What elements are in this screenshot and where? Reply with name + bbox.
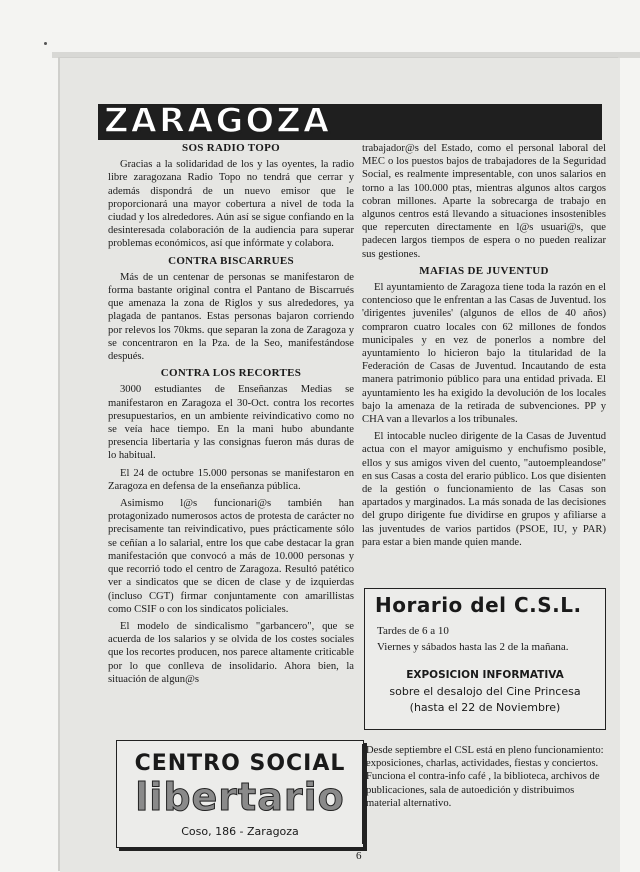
heading-contra-biscarrues: CONTRA BISCARRUES	[168, 254, 294, 267]
csl-address: Coso, 186 - Zaragoza	[181, 825, 299, 838]
divider	[362, 744, 363, 844]
heading-contra-los-recortes: CONTRA LOS RECORTES	[160, 367, 302, 380]
page-number: 6	[356, 850, 362, 862]
paragraph: El modelo de sindicalismo "garbancero", que se acuerda de los salarios y se olvida de los costes sociales que los recortes producen, nos parece altamente criticable por lo que conlleva de insolidario. Ahora bien, la situación de algun@s	[108, 620, 354, 685]
right-column	[362, 142, 606, 553]
csl-title: CENTRO SOCIAL	[134, 751, 346, 776]
paragraph: Gracias a la solidaridad de los y las oyentes, la radio libre zaragozana Radio Topo no tendrá que cerrar y además dispondrá de un nuevo emisor que le proporcionará una mayor cobertura a nivel de toda la ciudad y los alrededores. Aún así se sigue confiando en la desinteresada colaboración de la audiencia para superar problemas económicos, así que infórmate y colabora.	[108, 159, 354, 250]
horario-title: Horario del C.S.L.	[375, 593, 582, 617]
paragraph-continuation: trabajador@s del Estado, como el personal laboral del MEC o los puestos bajos de trabajadores de la Seguridad Social, es realmente impresentable, con unos salarios en torno a las 100.000 ptas, mientras algunos altos cargos cobran millones. Aparte la sobrecarga de trabajo en algunos centros está llevando a situaciones insostenibles que repercuten directamente en l@s usuari@s, que padecen largos tiempos de espera o no pueden realizar sus gestiones.	[362, 143, 606, 260]
paragraph: El intocable nucleo dirigente de la Casas de Juventud actua con el mayor amiguismo y enchufismo posible, ellos y sus amigos viven del cuento, "autoempleandose" en sus Casas a costa del erario público. Los que disienten de la gestión o funcionamiento de las Casas son apartados y marginados. La más sonada de las decisiones del grupo dirigente fue dividirse en grupos y afiliarse a las juventudes de varios partidos (PSOE, IU, y PAR) para estar a bien mande quien mande.	[362, 431, 606, 548]
paragraph: El 24 de octubre 15.000 personas se manifestaron en Zaragoza en defensa de la enseñanza pública.	[108, 467, 354, 492]
csl-description-text: Desde septiembre el CSL está en pleno funcionamiento: exposiciones, charlas, actividades, fiestas y conciertos. Funciona el contra-info café , la biblioteca, archivos de publicaciones, sala de autoedición y distribuimos material alternativo.	[366, 745, 604, 809]
heading-mafias-de-juventud: MAFIAS DE JUVENTUD	[419, 264, 549, 277]
speck	[44, 42, 47, 45]
paragraph: El ayuntamiento de Zaragoza tiene toda la razón en el contencioso que le enfrentan a las Casas de Juventud. los 'dirigentes juveniles' (algunos de ellos de 40 años) compraron cuatro locales con 62 millones de fondos municipales y en vez de ponerlos a nombre del ayuntamiento lo hicieron bajo la titularidad de la Federación de Casas de Juventud. Incautando de esta manera patrimonio público para una entidad privada. El ayuntamiento les ha exigido la devolución de los locales bajo la amenaza de la retirada de subvenciones. PP y CHA van a llevarlos a los tribunales.	[362, 282, 606, 426]
csl-logo-box	[116, 740, 364, 848]
paragraph: Asimismo l@s funcionari@s también han protagonizado numerosos actos de protesta de carácter no precisamente tan reivindicativo, pues prácticamente sólo se ceñían a lo salarial, entre los que cabe destacar la gran manifestación que convocó a más de 10.000 personas y que recorrió todo el centro de Zaragoza. Resultó patético ver a sindicatos que se dicen de clase y de izquierdas (incluso CGT) firmar conjuntamente con amarillistas como CSIF o con los sindicatos policiales.	[108, 498, 354, 615]
horario-line-1: Tardes de 6 a 10	[377, 625, 449, 637]
csl-description	[366, 744, 604, 810]
expo-title: EXPOSICION INFORMATIVA	[406, 669, 564, 681]
horario-box	[364, 588, 606, 730]
expo-line-1: sobre el desalojo del Cine Princesa	[389, 685, 581, 698]
left-column	[108, 142, 354, 690]
paragraph: Más de un centenar de personas se manifestaron de forma bastante original contra el Pantano de Biscarrués que amenaza la zona de Riglos y sus alrededores, ya plagada de pantanos. Estas personas bajaron corriendo por relevos los 70kms. que separan la zona de Zaragoza y se concentraron en la Pza. de la Seo, manifestándose después.	[108, 271, 354, 363]
heading-sos-radio-topo: SOS RADIO TOPO	[182, 142, 280, 154]
paragraph: 3000 estudiantes de Enseñanzas Medias se manifestaron en Zaragoza el 30-Oct. contra los recortes presupuestarios, en un ambiente reivindicativo como no se veía hace tiempo. En la mani hubo abundante presencia libertaria y las consignas fueron más duras de lo habitual.	[108, 384, 354, 462]
horario-line-2: Viernes y sábados hasta las 2 de la mañana.	[377, 641, 569, 653]
csl-libertario: libertario	[135, 775, 345, 819]
masthead-title: ZARAGOZA	[104, 101, 332, 141]
expo-line-2: (hasta el 22 de Noviembre)	[409, 701, 561, 714]
